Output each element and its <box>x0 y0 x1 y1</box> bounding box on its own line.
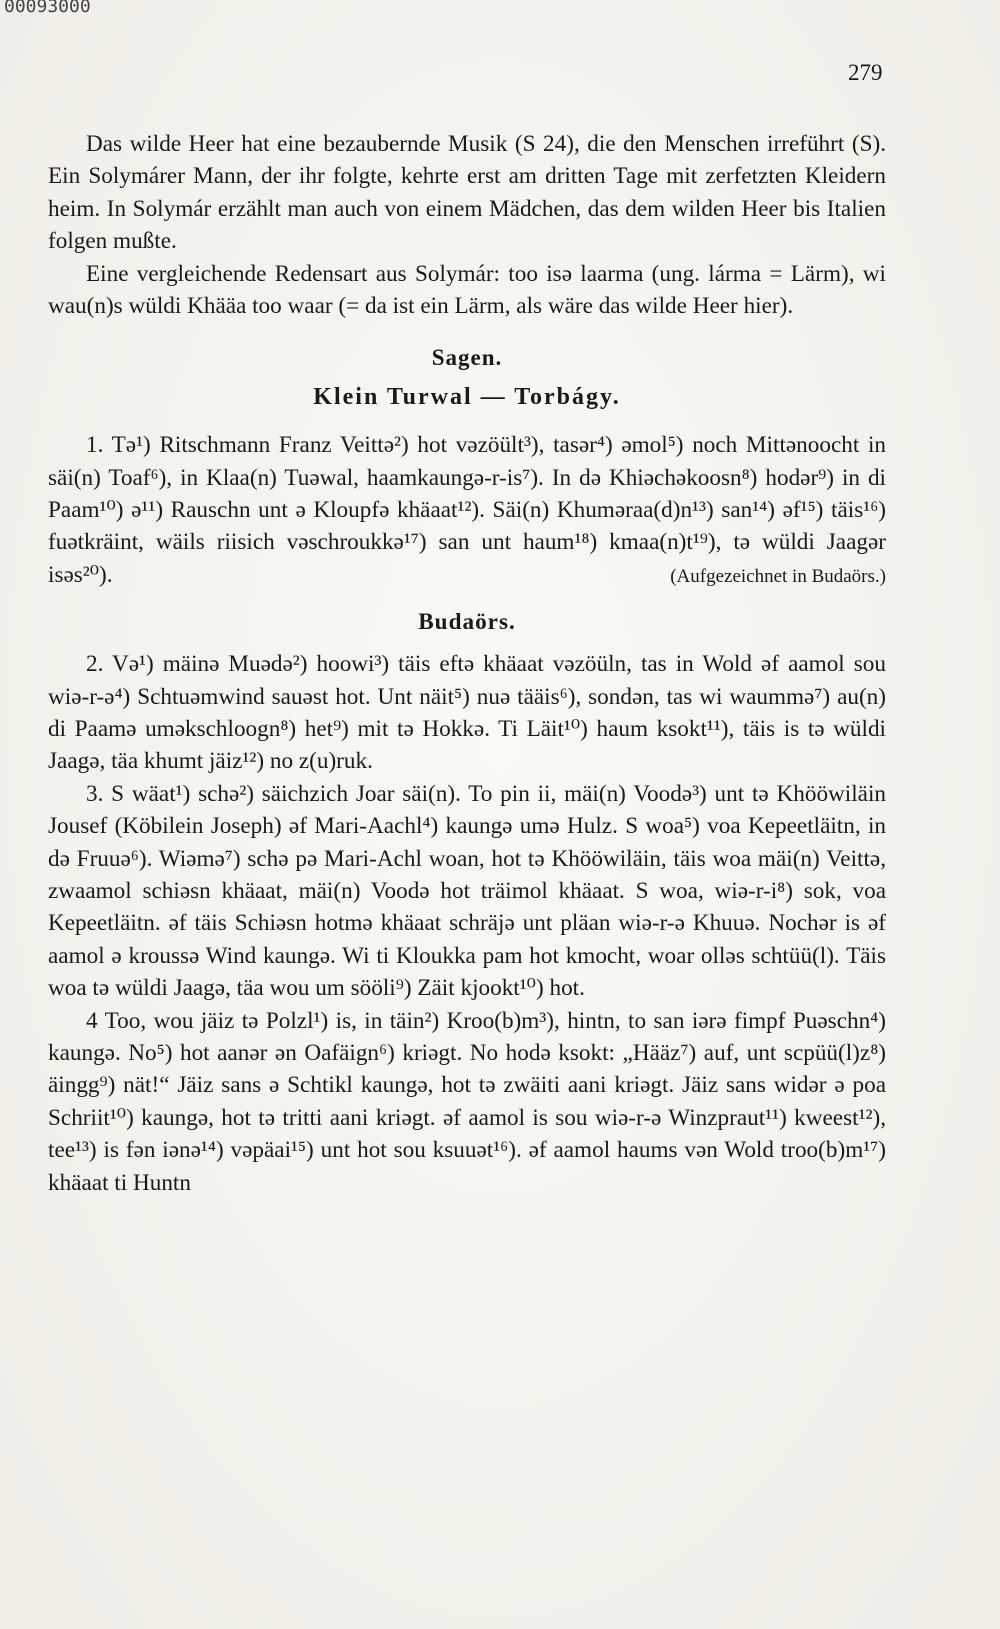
place-heading-torbagy: Klein Turwal — Torbágy. <box>313 383 621 410</box>
place-heading-budaors: Budaörs. <box>418 608 516 635</box>
reference-code: 00093000 <box>4 0 91 17</box>
section-title: Sagen. <box>431 345 503 371</box>
paragraph-saying: Eine vergleichende Redensart aus Solymár: too isə laarma (ung. lárma = Lärm), wi wau(n)s wüldi Khääa too waar (= da ist ein Lärm, als wäre das wilde Heer hier). <box>48 260 886 320</box>
story-3: 3. S wäat¹) schə²) säichzich Joar säi(n). To pin ii, mäi(n) Voodə³) unt tə Khööwiläin Jousef (Köbilein Joseph) əf Mari-Aachl⁴) kaungə umə Hulz. S woa⁵) voa Kepeetläitn, in də Fruuə⁶). Wiəmə⁷) schə pə Mari-Achl woan, hot tə Khööwiläin, täis woa mäi(n) Veittə, zwaamol schiəsn khäaat, mäi(n) Voodə hot träimol khäaat. S woa, wiə-r-i⁸) sok, voa Kepeetläitn. əf täis Schiəsn hotmə khäaat schräjə unt pläan wiə-r-ə Khuuə. Nochər is əf aamol ə kroussə Wind kaungə. Wi ti Kloukka pam hot kmocht, woar olləs schtüü(l). Täis woa tə wüldi Jaagə, täa wou um sööli⁹) Zäit kjookt¹⁰) hot. <box>48 780 886 1002</box>
story-1: 1. Tə¹) Ritschmann Franz Veittə²) hot vəzöült³), tasər⁴) əmol⁵) noch Mittənoocht in säi(n) Toaf⁶), in Klaa(n) Tuəwal, haamkaungə-r-is⁷). In də Khiəchəkoosn⁸) hodər⁹) in di Paam¹⁰) ə¹¹) Rauschn unt ə Kloupfə khäaat¹²). Säi(n) Khumərаa(d)n¹³) san¹⁴) əf¹⁵) täis¹⁶) fuətkräint, wäils riisich vəschroukkə¹⁷) san unt haum¹⁸) kmaa(n)t¹⁹), tə wüldi Jaagər isəs²⁰). <box>48 432 886 588</box>
paragraph-wild-host-music: Das wilde Heer hat eine bezaubernde Musik (S 24), die den Menschen irreführt (S). Ein Solymárer Mann, der ihr folgte, kehrte erst am dritten Tage mit zerfetzten Kleidern heim. In Solymár erzählt man auch von einem Mädchen, das dem wilden Heer bis Italien folgen mußte. <box>48 131 886 255</box>
story-2: 2. Və¹) mäinə Muədə²) hoowi³) täis eftə khäaat vəzöüln, tas in Wold əf aamol sou wiə-r-ə⁴) Schtuəmwind sauəst hot. Unt näit⁵) nuə tääis⁶), sondən, tas wi waummə⁷) au(n) di Paamə uməkschloogn⁸) het⁹) mit tə Hokkə. Ti Läit¹⁰) haum ksokt¹¹), täis is tə wüldi Jaagə, täa khumt jäiz¹²) no z(u)ruk. <box>48 651 886 775</box>
source-note: (Aufgezeichnet in Budaörs.) <box>670 566 886 588</box>
page-number: 279 <box>848 60 883 85</box>
story-4: 4 Too, wou jäiz tə Polzl¹) is, in täin²) Kroo(b)m³), hintn, to san iərə fimpf Puəschn⁴) kaungə. No⁵) hot aanər ən Oafäign⁶) kriəgt. No hodə ksokt: „Hääz⁷) auf, unt scpüü(l)z⁸) äingg⁹) nät!“ Jäiz sans ə Schtikl kaungə, hot tə zwäiti aani kriəgt. Jäiz sans widər ə poa Schriit¹⁰) kaungə, hot tə tritti aani kriəgt. əf aamol is sou wiə-r-ə Winzpraut¹¹) kweest¹²), tee¹³) is fən iənə¹⁴) vəpäai¹⁵) unt hot sou ksuuət¹⁶). əf aamol haums vən Wold troo(b)m¹⁷) khäaat ti Huntn <box>48 1007 886 1196</box>
page-body <box>48 128 886 1199</box>
